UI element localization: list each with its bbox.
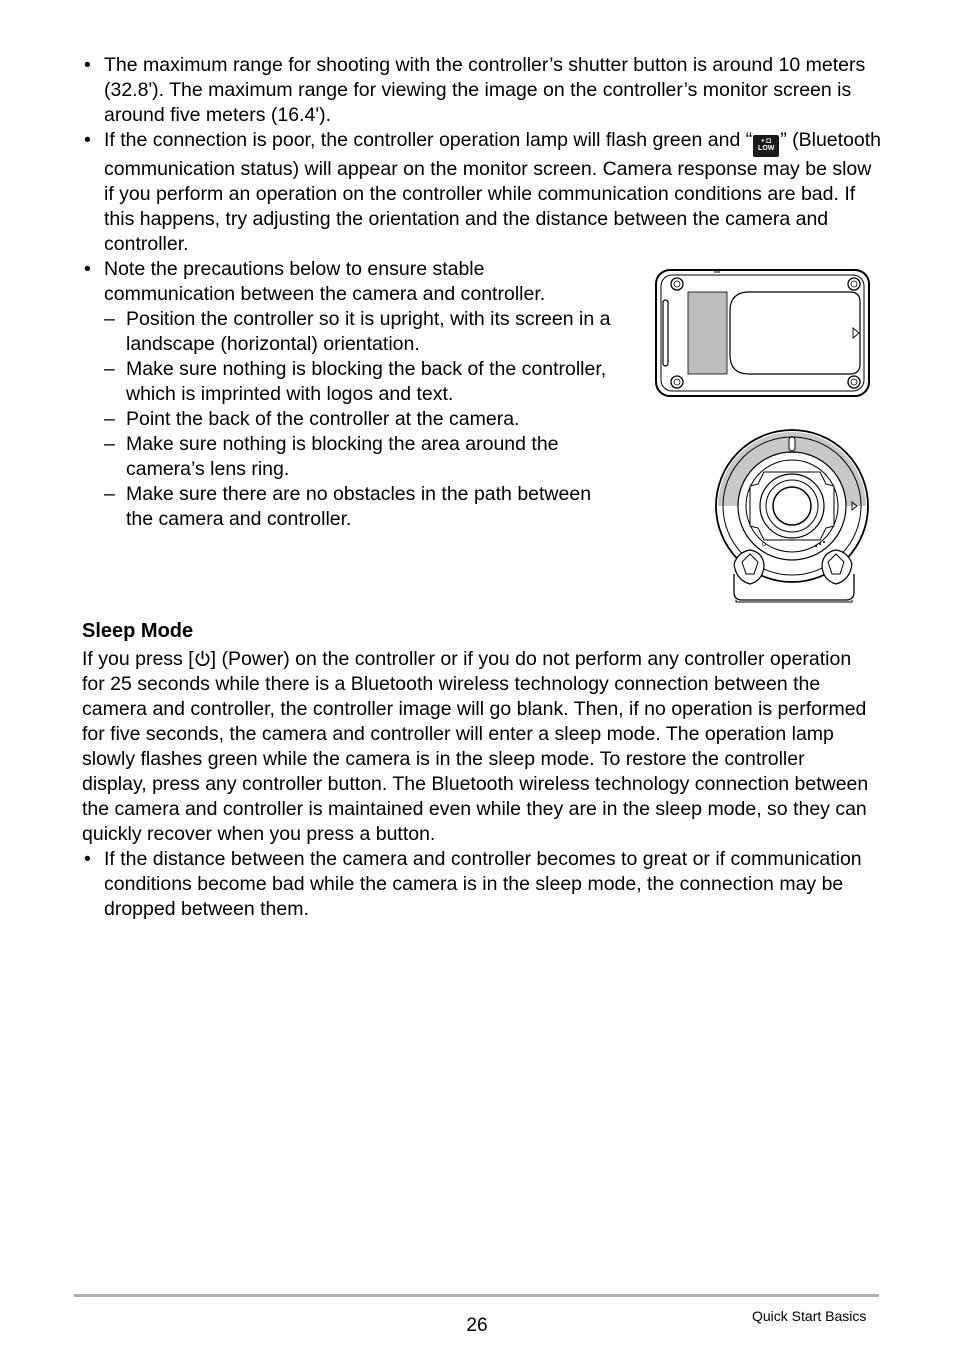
bullet-text-part2: ” (Bluetooth communication status) will appear on the monitor screen. Camera response may be slow if you perform an operation on the controller while communication conditions are bad. If this happens, try adjusting the orientation and the distance between the camera and controller.	[104, 129, 882, 255]
bullet-precautions	[82, 257, 614, 532]
para-text-part1: If you press [	[82, 648, 194, 670]
bullet-text: Note the precautions below to ensure stable communication between the camera and controller.	[104, 258, 546, 305]
bullet-range	[82, 53, 882, 128]
dash-marker: –	[104, 358, 115, 380]
controller-back-illustration	[654, 268, 872, 400]
precaution-text: Make sure there are no obstacles in the path between the camera and controller.	[126, 483, 592, 530]
precaution-item	[104, 357, 616, 407]
bullet-sleep-connection	[82, 847, 872, 922]
bullet-marker: •	[84, 848, 91, 870]
bullet-marker: •	[84, 54, 91, 76]
bluetooth-low-status-icon: ▪ ◘ LOW	[753, 135, 779, 157]
page-number: 26	[466, 1315, 488, 1336]
bullet-connection-poor	[82, 128, 882, 257]
power-icon	[194, 650, 211, 667]
bullet-text: The maximum range for shooting with the controller’s shutter button is around 10 meters (32.8'). The maximum range for viewing the image on the controller’s monitor screen is around five meters (16.4').	[104, 54, 866, 126]
low-label: LOW	[758, 145, 775, 152]
precaution-item	[104, 432, 616, 482]
precaution-text: Position the controller so it is upright, with its screen in a landscape (horizontal) orientation.	[126, 308, 611, 355]
bullet-text: If the distance between the camera and controller becomes to great or if communication conditions become bad while the camera is in the sleep mode, the connection may be dropped between them.	[104, 848, 862, 920]
section-heading: Sleep Mode	[82, 620, 194, 642]
bullet-marker: •	[84, 258, 91, 280]
footer-divider	[74, 1294, 879, 1297]
dash-marker: –	[104, 308, 115, 330]
bullet-text-part1: If the connection is poor, the controller operation lamp will flash green and “	[104, 129, 753, 151]
dash-marker: –	[104, 483, 115, 505]
precaution-text: Make sure nothing is blocking the back of the controller, which is imprinted with logos and text.	[126, 358, 607, 405]
precautions-sublist	[104, 307, 614, 532]
camera-lens-ring-illustration	[714, 424, 874, 604]
sleep-mode-paragraph	[82, 647, 872, 847]
precaution-item	[104, 307, 616, 357]
dash-marker: –	[104, 433, 115, 455]
dash-marker: –	[104, 408, 115, 430]
precaution-text: Make sure nothing is blocking the area around the camera’s lens ring.	[126, 433, 559, 480]
precaution-item	[104, 407, 616, 432]
footer-section-name: Quick Start Basics	[752, 1308, 867, 1324]
sleep-mode-section	[82, 618, 872, 922]
para-text-part2: ] (Power) on the controller or if you do not perform any controller operation for 25 seconds while there is a Bluetooth wireless technology connection between the camera and controller, the controller image will go blank. Then, if no operation is performed for five seconds, the camera and controller will enter a sleep mode. The operation lamp slowly flashes green while the camera is in the sleep mode. To restore the controller display, press any controller button. The Bluetooth wireless technology connection between the camera and controller is maintained even while they are in the sleep mode, so they can quickly recover when you press a button.	[82, 648, 869, 845]
precaution-item	[104, 482, 616, 532]
bullet-marker: •	[84, 129, 91, 151]
precaution-text: Point the back of the controller at the camera.	[126, 408, 520, 430]
